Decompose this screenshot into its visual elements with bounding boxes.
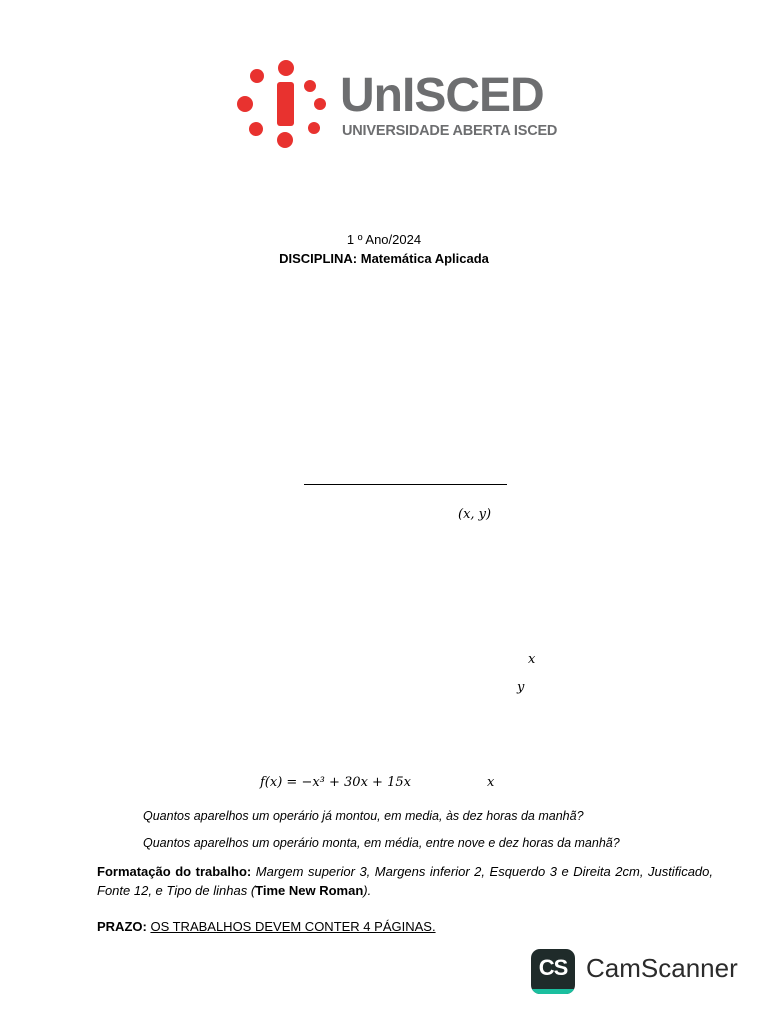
formatting-text: Margem superior 3, Margens inferior 2, Esquerdo 3 e Direita 2cm, Justificado, Fonte 12, e Tipo de linhas (	[97, 864, 713, 898]
logo-dot	[237, 96, 253, 112]
math-var-y: y	[517, 680, 525, 695]
logo-dot	[304, 80, 316, 92]
logo-dot	[277, 132, 293, 148]
horizontal-rule	[304, 484, 507, 485]
deadline-colon: :	[142, 919, 151, 934]
logo-dot	[278, 60, 294, 76]
formatting-instructions	[97, 862, 713, 900]
logo-dot	[314, 98, 326, 110]
unisced-logo-icon	[232, 58, 332, 150]
logo-dot	[250, 69, 264, 83]
deadline	[97, 919, 436, 934]
math-function-var: x	[487, 775, 495, 790]
discipline-heading	[0, 251, 768, 267]
math-pair: (x, y)	[458, 507, 492, 522]
discipline-value: Matemática Aplicada	[360, 251, 489, 266]
deadline-label: PRAZO	[97, 919, 143, 934]
logo-stem	[277, 82, 294, 126]
logo-wordmark: UnISCED	[340, 69, 544, 122]
school-year: 1 º Ano/2024	[346, 232, 422, 247]
logo-subtitle: UNIVERSIDADE ABERTA ISCED	[342, 123, 558, 139]
logo-dot	[249, 122, 263, 136]
math-function: f(x) = −x³ + 30x + 15x	[260, 775, 411, 790]
camscanner-name: CamScanner	[586, 953, 738, 983]
camscanner-badge-text: CS	[538, 955, 568, 980]
deadline-text: OS TRABALHOS DEVEM CONTER 4 PÁGINAS.	[150, 919, 436, 934]
math-var-x: x	[528, 652, 536, 667]
formatting-font-name: Time New Roman	[255, 883, 364, 898]
camscanner-badge-stripe	[531, 989, 575, 994]
formatting-closing: ).	[363, 883, 372, 898]
discipline-label: DISCIPLINA:	[279, 251, 358, 266]
question-1: Quantos aparelhos um operário já montou, em media, às dez horas da manhã?	[143, 809, 584, 823]
camscanner-logo-icon	[531, 949, 575, 994]
question-2: Quantos aparelhos um operário monta, em média, entre nove e dez horas da manhã?	[143, 836, 620, 850]
logo-dot	[308, 122, 320, 134]
formatting-label: Formatação do trabalho:	[97, 864, 252, 879]
